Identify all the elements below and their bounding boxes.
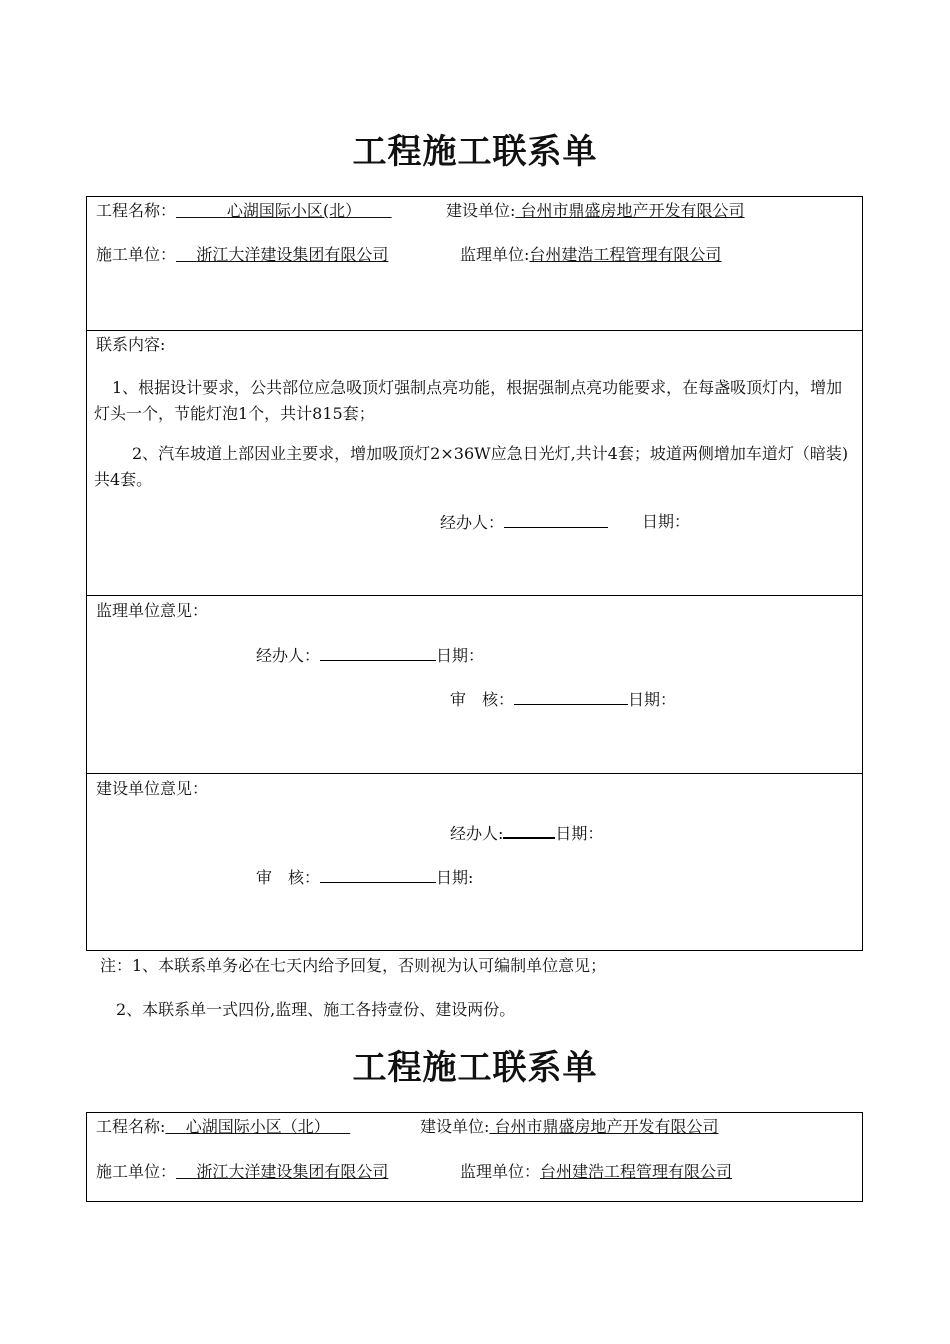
content-item-1: 1、根据设计要求，公共部位应急吸顶灯强制点亮功能，根据强制点亮功能要求，在每盏吸顶灯内，增加灯头一个，节能灯泡1个，共计815套； <box>94 378 843 423</box>
builder-label: 建设单位: <box>420 1117 490 1136</box>
form2-supervisor-row <box>460 1162 732 1182</box>
signature-line <box>320 867 436 883</box>
content-label: 联系内容: <box>96 335 166 354</box>
form2-title: 工程施工联系单 <box>352 1048 598 1088</box>
builder-label: 建设单位: <box>446 201 516 220</box>
handler-signature-line <box>504 512 608 528</box>
supervisor-handler-row: 经办人： 日期： <box>256 646 485 665</box>
contractor-name: 浙江大洋建设集团有限公司 <box>196 245 389 264</box>
form1-project-row <box>96 201 392 221</box>
note-2: 2、本联系单一式四份,监理、施工各持壹份、建设两份。 <box>116 1000 516 1019</box>
signature-line <box>503 822 555 839</box>
supervisor-opinion-section <box>86 595 863 774</box>
builder-review-row: 审 核： 日期: <box>256 868 474 887</box>
form1-title: 工程施工联系单 <box>352 132 598 172</box>
form2-contractor-row <box>96 1162 388 1182</box>
form1-contractor-row <box>96 245 388 265</box>
builder-opinion-section <box>86 773 863 951</box>
supervisor-name: 台州建浩工程管理有限公司 <box>529 245 722 264</box>
supervisor-label: 监理单位： <box>460 1162 541 1181</box>
content-item-2: 2、汽车坡道上部因业主要求，增加吸顶灯2×36W应急日光灯,共计4套；坡道两侧增加车道灯（暗装)共4套。 <box>94 444 849 489</box>
form2-project-row <box>96 1117 350 1137</box>
project-name: 心湖国际小区（北） <box>185 1117 330 1136</box>
contractor-name: 浙江大洋建设集团有限公司 <box>196 1162 389 1181</box>
builder-name: 台州市鼎盛房地产开发有限公司 <box>494 1117 719 1136</box>
project-label: 工程名称: <box>96 1117 166 1136</box>
builder-name: 台州市鼎盛房地产开发有限公司 <box>520 201 745 220</box>
form2-builder-row <box>420 1117 719 1137</box>
signature-line <box>514 689 628 705</box>
content-handler-row: 经办人： <box>440 512 608 533</box>
supervisor-label: 监理单位: <box>460 245 530 264</box>
supervisor-review-row: 审 核： 日期： <box>450 690 677 709</box>
supervisor-opinion-label: 监理单位意见： <box>96 601 209 620</box>
supervisor-name: 台州建浩工程管理有限公司 <box>540 1162 733 1181</box>
form1-builder-row <box>446 201 745 221</box>
content-date: 日期： <box>642 512 691 531</box>
builder-opinion-label: 建设单位意见： <box>96 779 209 798</box>
builder-handler-row: 经办人: 日期： <box>450 824 604 843</box>
note-1: 注：1、本联系单务必在七天内给予回复，否则视为认可编制单位意见； <box>100 956 607 975</box>
project-name: 心湖国际小区(北） <box>226 201 362 220</box>
contractor-label: 施工单位： <box>96 1162 177 1181</box>
signature-line <box>320 645 436 661</box>
contractor-label: 施工单位： <box>96 245 177 264</box>
project-label: 工程名称： <box>96 201 177 220</box>
form1-supervisor-row <box>460 245 721 265</box>
